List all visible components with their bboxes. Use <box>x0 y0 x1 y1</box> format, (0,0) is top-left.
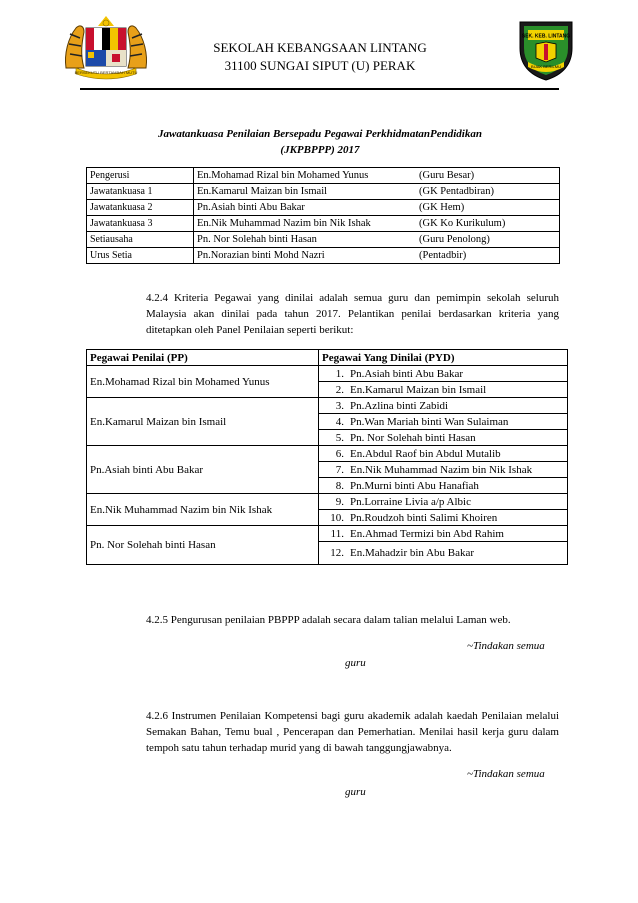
paragraph-4-2-6: 4.2.6 Instrumen Penilaian Kompetensi bagi guru akademik adalah kaedah Penilaian melalui Semakan Bahan, Temu bual , Pencerapan dan Pemerhatian. Menilai hasil kerja guru dalam tempoh satu tahun terhadap murid yang di bawah tanggungjawabnya. <box>146 710 559 754</box>
committee-member <box>194 232 560 248</box>
member-name: Pn.Norazian binti Mohd Nazri <box>197 249 325 261</box>
evaluatee-name: Pn.Lorraine Livia a/p Albic <box>350 495 471 508</box>
col-header-pp: Pegawai Penilai (PP) <box>87 350 319 366</box>
evaluatee-name: En.Ahmad Termizi bin Abd Rahim <box>350 527 504 540</box>
member-position: (Pentadbir) <box>419 249 467 261</box>
committee-role: Jawatankuasa 1 <box>87 184 194 200</box>
col-header-pyd: Pegawai Yang Dinilai (PYD) <box>319 350 568 366</box>
evaluatee <box>319 526 568 542</box>
evaluatee-number: 5. <box>335 431 344 444</box>
evaluatee-number: 1. <box>335 367 344 380</box>
evaluatee <box>319 446 568 462</box>
svg-text:BIJAK BERILMU: BIJAK BERILMU <box>530 64 562 69</box>
committee-title <box>90 126 550 158</box>
evaluatee-name: Pn.Roudzoh binti Salimi Khoiren <box>350 511 498 524</box>
action-note-4-2-6: ~Tindakan semua <box>467 768 545 780</box>
member-position: (Guru Penolong) <box>419 233 490 245</box>
evaluator-name: En.Mohamad Rizal bin Mohamed Yunus <box>87 366 319 398</box>
member-name: En.Mohamad Rizal bin Mohamed Yunus <box>197 169 369 181</box>
evaluatee-name: Pn.Wan Mariah binti Wan Sulaiman <box>350 415 509 428</box>
evaluatee <box>319 542 568 565</box>
evaluatee-number: 4. <box>335 415 344 428</box>
committee-row <box>87 200 560 216</box>
coat-of-arms-logo <box>62 14 150 80</box>
panel-row <box>87 446 568 462</box>
committee-table <box>86 167 560 264</box>
committee-title-line2: (JKPBPPP) 2017 <box>280 144 360 156</box>
evaluatee <box>319 414 568 430</box>
committee-role: Pengerusi <box>87 168 194 184</box>
panel-table <box>86 349 568 565</box>
school-name: SEKOLAH KEBANGSAAN LINTANG <box>213 40 427 55</box>
school-address: 31100 SUNGAI SIPUT (U) PERAK <box>224 58 416 73</box>
evaluatee-number: 9. <box>335 495 344 508</box>
evaluatee <box>319 366 568 382</box>
school-crest-logo <box>514 18 578 82</box>
committee-row <box>87 248 560 264</box>
evaluator-name: Pn.Asiah binti Abu Bakar <box>87 446 319 494</box>
member-name: En.Nik Muhammad Nazim bin Nik Ishak <box>197 217 371 229</box>
committee-role: Jawatankuasa 2 <box>87 200 194 216</box>
svg-text:BERSEKUTU BERTAMBAH MUTU: BERSEKUTU BERTAMBAH MUTU <box>74 70 138 75</box>
panel-row <box>87 526 568 542</box>
committee-member <box>194 184 560 200</box>
committee-role: Urus Setia <box>87 248 194 264</box>
evaluatee <box>319 430 568 446</box>
paragraph-4-2-4: 4.2.4 Kriteria Pegawai yang dinilai adalah semua guru dan pemimpin sekolah seluruh Malaysia akan dinilai pada tahun 2017. Pelantikan penilai berdasarkan kriteria yang ditetapkan oleh Panel Penilaian seperti berikut: <box>146 292 559 336</box>
evaluatee <box>319 382 568 398</box>
evaluatee-name: En.Nik Muhammad Nazim bin Nik Ishak <box>350 463 533 476</box>
header-rule <box>80 88 559 90</box>
evaluatee-name: Pn.Murni binti Abu Hanafiah <box>350 479 479 492</box>
evaluatee-number: 7. <box>335 463 344 476</box>
committee-member <box>194 200 560 216</box>
committee-row <box>87 216 560 232</box>
panel-row <box>87 366 568 382</box>
svg-text:SEK. KEB. LINTANG: SEK. KEB. LINTANG <box>521 33 571 40</box>
panel-row <box>87 398 568 414</box>
evaluatee-number: 10. <box>330 511 344 524</box>
committee-row <box>87 184 560 200</box>
evaluatee <box>319 510 568 526</box>
committee-role: Jawatankuasa 3 <box>87 216 194 232</box>
evaluatee-name: Pn.Azlina binti Zabidi <box>350 399 449 412</box>
evaluatee-name: En.Kamarul Maizan bin Ismail <box>350 383 487 396</box>
member-position: (GK Pentadbiran) <box>419 185 494 197</box>
committee-row <box>87 168 560 184</box>
evaluator-name: Pn. Nor Solehah binti Hasan <box>87 526 319 565</box>
evaluatee-name: Pn. Nor Solehah binti Hasan <box>350 431 476 444</box>
evaluatee <box>319 478 568 494</box>
evaluatee-number: 6. <box>335 447 344 460</box>
member-position: (GK Hem) <box>419 201 465 213</box>
evaluator-name: En.Kamarul Maizan bin Ismail <box>87 398 319 446</box>
member-name: Pn. Nor Solehah binti Hasan <box>197 233 317 245</box>
committee-member <box>194 248 560 264</box>
evaluatee-name: Pn.Asiah binti Abu Bakar <box>350 367 464 380</box>
member-name: En.Kamarul Maizan bin Ismail <box>197 185 328 197</box>
action-note-4-2-5-cont: guru <box>345 657 366 669</box>
evaluatee-name: En.Mahadzir bin Abu Bakar <box>350 547 475 559</box>
panel-row <box>87 494 568 510</box>
member-name: Pn.Asiah binti Abu Bakar <box>197 201 305 213</box>
committee-title-line1: Jawatankuasa Penilaian Bersepadu Pegawai PerkhidmatanPendidikan <box>158 128 482 140</box>
evaluatee <box>319 462 568 478</box>
committee-row <box>87 232 560 248</box>
member-position: (GK Ko Kurikulum) <box>419 217 506 229</box>
committee-member <box>194 168 560 184</box>
committee-role: Setiausaha <box>87 232 194 248</box>
evaluatee <box>319 398 568 414</box>
committee-member <box>194 216 560 232</box>
evaluatee-number: 2. <box>335 383 344 396</box>
evaluatee-number: 3. <box>335 399 344 412</box>
evaluatee <box>319 494 568 510</box>
evaluatee-number: 12. <box>330 547 344 559</box>
evaluatee-number: 11. <box>330 527 344 540</box>
paragraph-4-2-5: 4.2.5 Pengurusan penilaian PBPPP adalah secara dalam talian melalui Laman web. <box>146 614 511 626</box>
member-position: (Guru Besar) <box>419 169 475 181</box>
action-note-4-2-5: ~Tindakan semua <box>467 640 545 652</box>
evaluator-name: En.Nik Muhammad Nazim bin Nik Ishak <box>87 494 319 526</box>
evaluatee-number: 8. <box>335 479 344 492</box>
action-note-4-2-6-cont: guru <box>345 786 366 798</box>
evaluatee-name: En.Abdul Raof bin Abdul Mutalib <box>350 447 501 460</box>
